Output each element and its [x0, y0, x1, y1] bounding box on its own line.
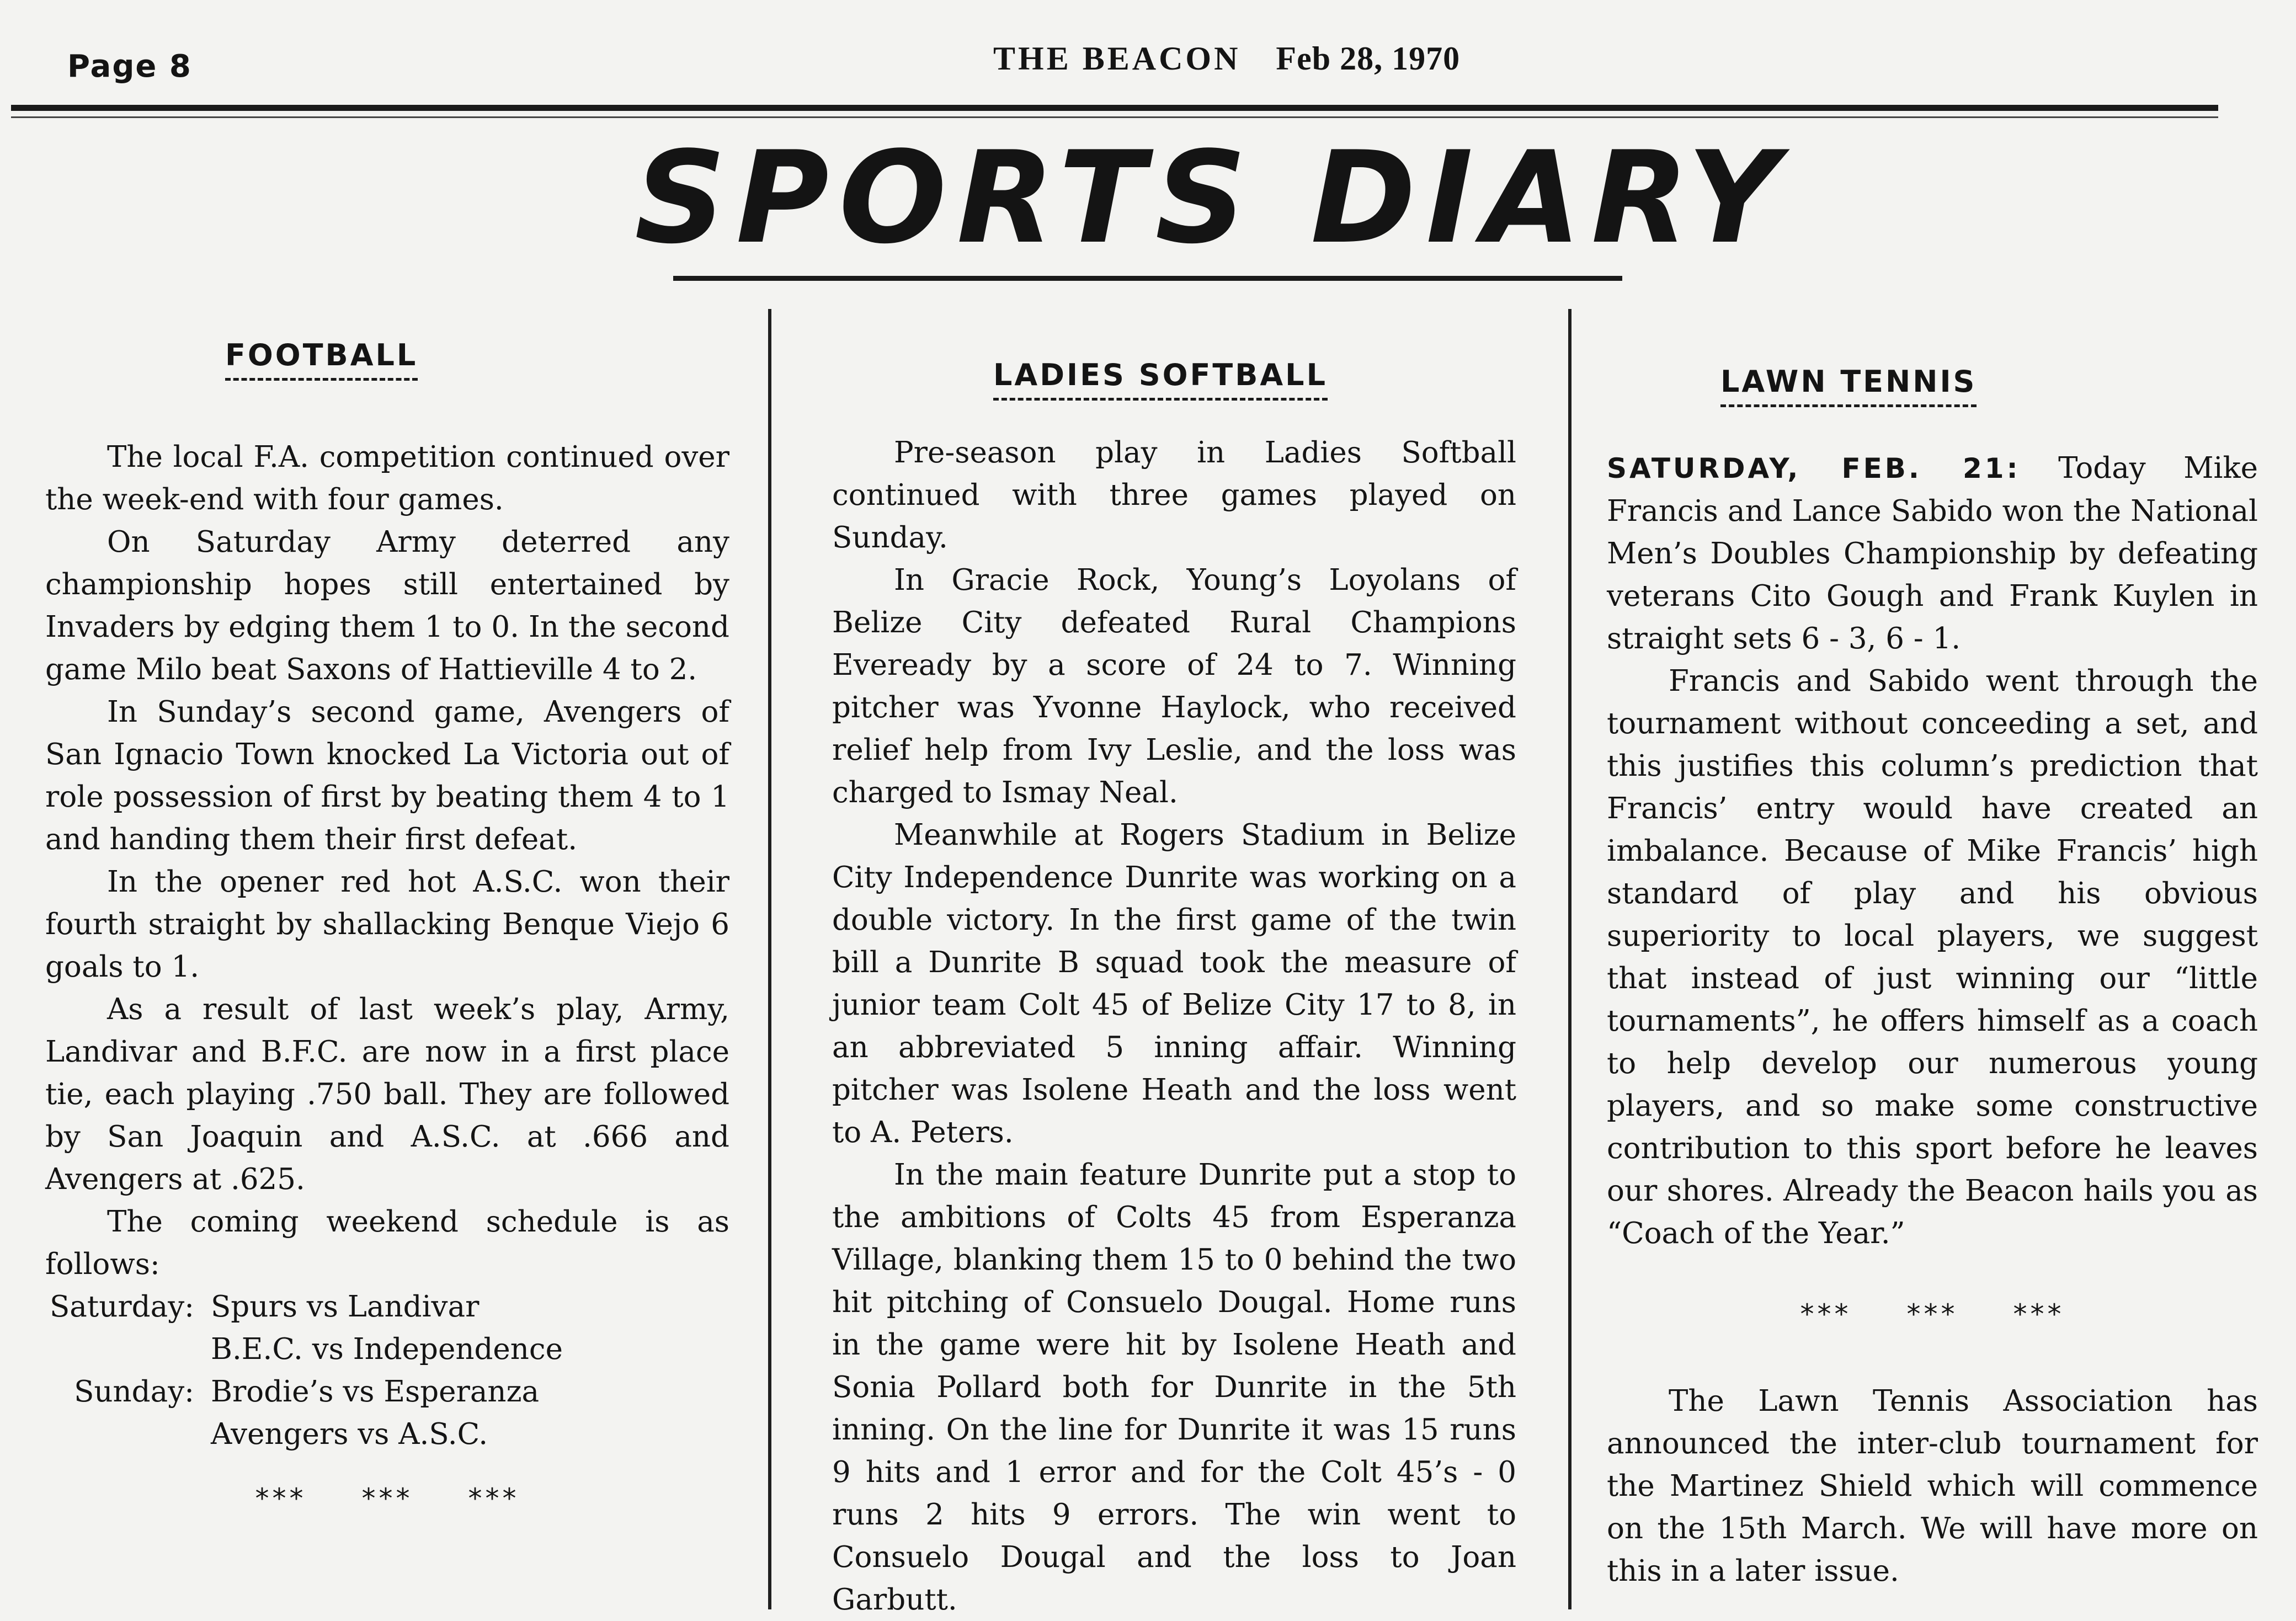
- schedule-game: Spurs vs Landivar: [211, 1290, 480, 1324]
- football-section-title: FOOTBALL: [225, 338, 418, 381]
- tennis-paragraph-1-body: Today Mike Francis and Lance Sabido won the National Men’s Doubles Championship by defeating veterans Cito Gough and Frank Kuylen in straight sets 6 - 3, 6 - 1.: [1607, 451, 2258, 655]
- section-separator: *** *** ***: [255, 1483, 520, 1515]
- football-schedule: [45, 1286, 729, 1455]
- issue-date: Feb 28, 1970: [1276, 40, 1461, 77]
- softball-paragraph-4: In the main feature Dunrite put a stop to the ambitions of Colts 45 from Esperanza Village, blanking them 15 to 0 behind the two hit pitching of Consuelo Dougal. Home runs in the game were hit by Isolene Heath and Sonia Pollard both for Dunrite in the 5th inning. On the line for Dunrite it was 15 runs 9 hits and 1 error and for the Colt 45’s - 0 runs 2 hits 9 errors. The win went to Consuelo Dougal and the loss to Joan Garbutt.: [832, 1158, 1516, 1617]
- tennis-article: [1607, 447, 2258, 1592]
- tennis-section-title: LAWN TENNIS: [1720, 364, 1977, 407]
- football-paragraph-4: In the opener red hot A.S.C. won their fourth straight by shallacking Benque Viejo 6 goals to 1.: [45, 865, 729, 984]
- football-paragraph-6: The coming weekend schedule is as follows:: [45, 1205, 729, 1281]
- page-number: Page 8: [67, 49, 192, 84]
- football-paragraph-5: As a result of last week’s play, Army, Landivar and B.F.C. are now in a first place tie, each playing .750 ball. They are followed by San Joaquin and A.S.C. at .666 and Avengers at .625.: [45, 993, 729, 1196]
- football-paragraph-1: The local F.A. competition continued over the week-end with four games.: [45, 440, 729, 516]
- schedule-day-label: Sunday:: [74, 1375, 194, 1409]
- newspaper-name: THE BEACON: [993, 40, 1241, 77]
- football-article: [45, 436, 729, 1520]
- football-paragraph-2: On Saturday Army deterred any championship hopes still entertained by Invaders by edging them 1 to 0. In the second game Milo beat Saxons of Hattieville 4 to 2.: [45, 525, 729, 686]
- column-divider-left: [768, 309, 771, 1609]
- headline-underline: [673, 276, 1622, 281]
- schedule-game: Avengers vs A.S.C.: [211, 1417, 488, 1451]
- column-divider-right: [1568, 309, 1571, 1609]
- softball-section-title: LADIES SOFTBALL: [993, 358, 1328, 401]
- softball-paragraph-2: In Gracie Rock, Young’s Loyolans of Belize City defeated Rural Champions Eveready by a score of 24 to 7. Winning pitcher was Yvonne Haylock, who received relief help from Ivy Leslie, and the loss was charged to Ismay Neal.: [832, 563, 1516, 809]
- tennis-paragraph-1: [1607, 447, 2258, 660]
- masthead: [993, 40, 1460, 78]
- tennis-closing-paragraph: The Lawn Tennis Association has announced the inter-club tournament for the Martinez Shield which will commence on the 15th March. We will have more on this in a later issue.: [1607, 1384, 2258, 1588]
- masthead-rule-thin: [11, 116, 2218, 118]
- masthead-rule: [11, 105, 2218, 111]
- softball-paragraph-3: Meanwhile at Rogers Stadium in Belize City Independence Dunrite was working on a double victory. In the first game of the twin bill a Dunrite B squad took the measure of junior team Colt 45 of Belize City 17 to 8, in an abbreviated 5 inning affair. Winning pitcher was Isolene Heath and the loss went to A. Peters.: [832, 818, 1516, 1149]
- page-headline: SPORTS DIARY: [635, 125, 1789, 272]
- section-separator: *** *** ***: [1800, 1298, 2065, 1330]
- schedule-game: Brodie’s vs Esperanza: [211, 1375, 540, 1409]
- schedule-game: B.E.C. vs Independence: [211, 1332, 563, 1366]
- football-paragraph-3: In Sunday’s second game, Avengers of San Ignacio Town knocked La Victoria out of role possession of first by beating them 4 to 1 and handing them their first defeat.: [45, 695, 729, 856]
- softball-paragraph-1: Pre-season play in Ladies Softball continued with three games played on Sunday.: [832, 436, 1516, 554]
- schedule-day-label: Saturday:: [50, 1290, 194, 1324]
- tennis-paragraph-2: Francis and Sabido went through the tournament without conceeding a set, and this justifies this column’s prediction that Francis’ entry would have created an imbalance. Because of Mike Francis’ high standard of play and his obvious superiority to local players, we suggest that instead of just winning our “little tournaments”, he offers himself as a coach to help develop our numerous young players, and so make some constructive contribution to this sport before he leaves our shores. Already the Beacon hails you as “Coach of the Year.”: [1607, 664, 2258, 1250]
- softball-article: [832, 431, 1516, 1621]
- tennis-dateline: SATURDAY, FEB. 21:: [1607, 452, 2021, 484]
